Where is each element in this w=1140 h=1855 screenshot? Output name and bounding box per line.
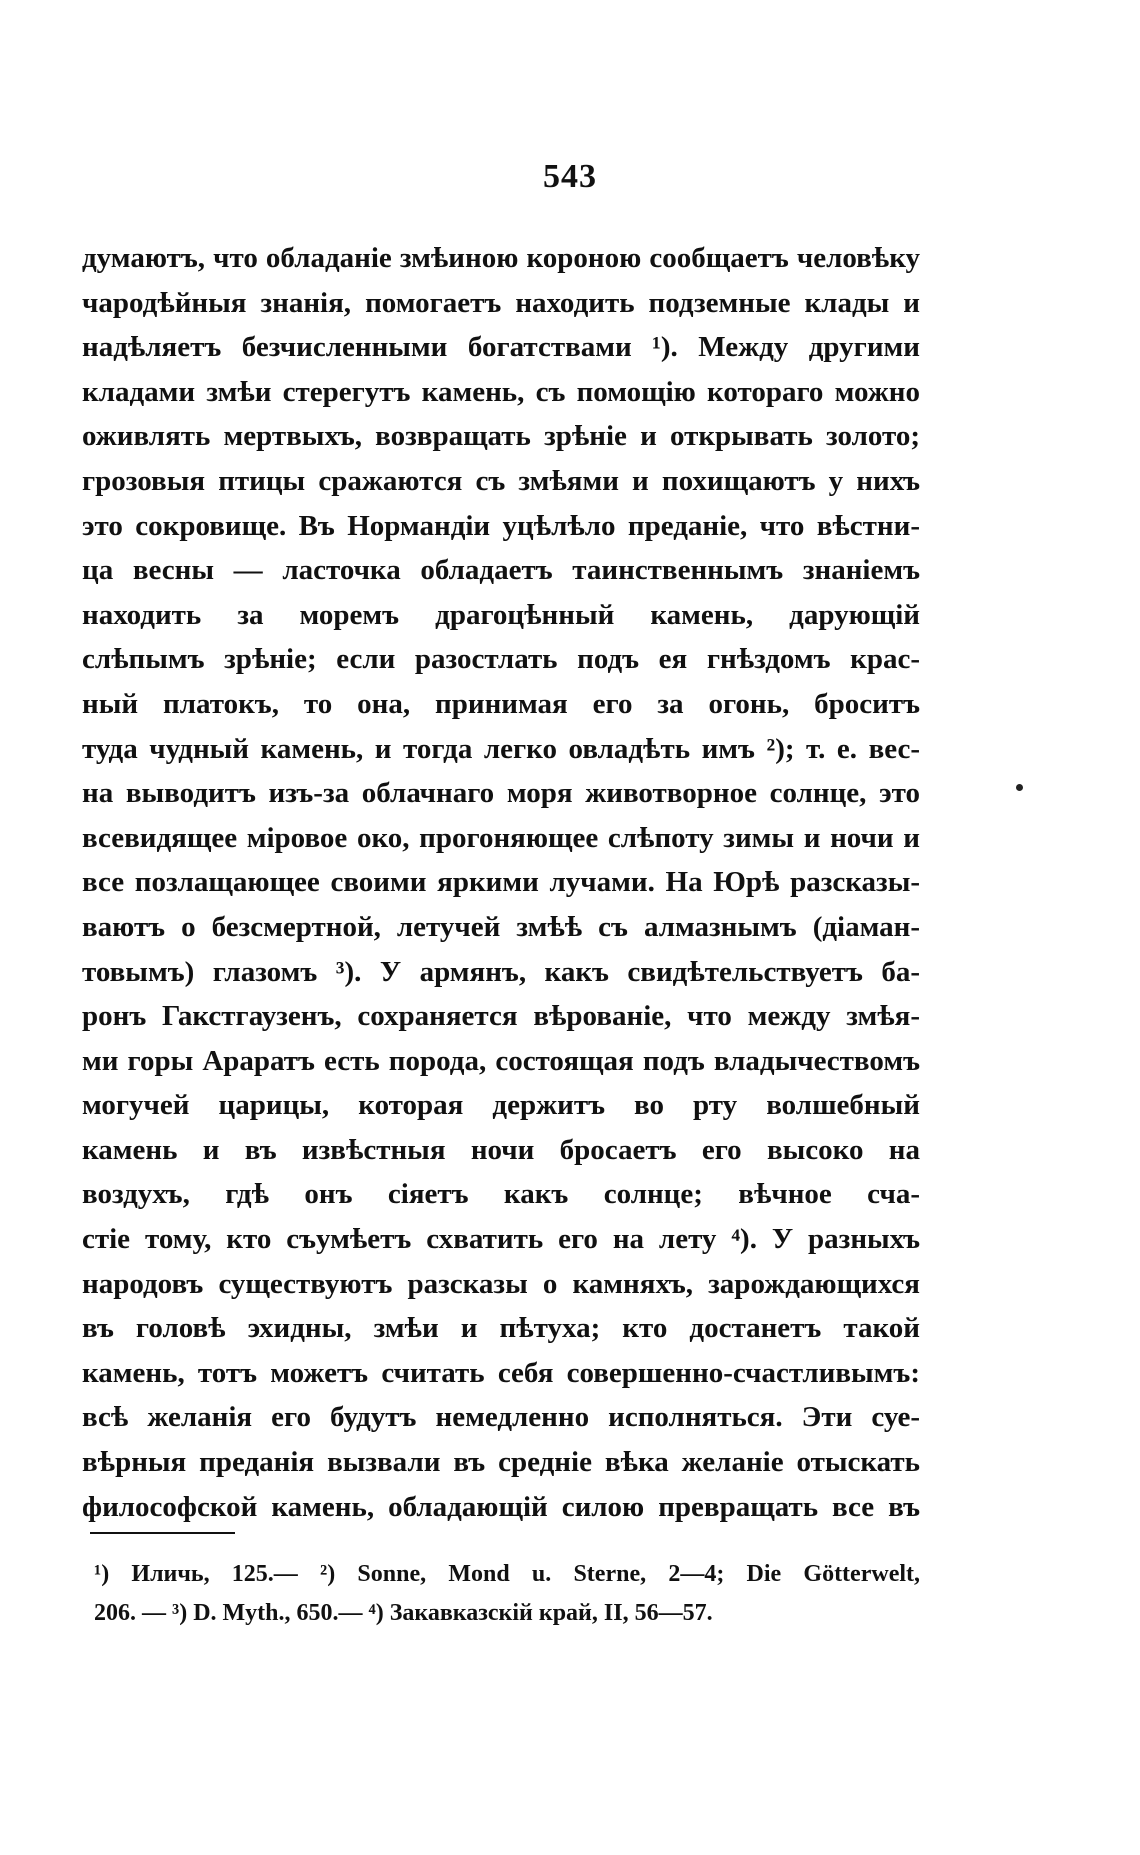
footnote-line: 206. — ³) D. Myth., 650.— ⁴) Закавказскій край, II, 56—57. (94, 1600, 713, 1626)
text-line: оживлять мертвыхъ, возвращать зрѣніе и открывать золото; (82, 420, 920, 453)
margin-dot (1016, 784, 1023, 791)
text-line: могучей царицы, которая держитъ во рту волшебный (82, 1089, 920, 1122)
text-line: ваютъ о безсмертной, летучей змѣѣ съ алмазнымъ (діаман- (82, 910, 920, 943)
text-line: всевидящее міровое око, прогоняющее слѣпоту зимы и ночи и (82, 821, 920, 854)
text-line: на выводитъ изъ-за облачнаго моря животворное солнце, это (82, 777, 920, 810)
text-line: думаютъ, что обладаніе змѣиною короною сообщаетъ человѣку (82, 242, 920, 274)
text-line: слѣпымъ зрѣніе; если разостлать подъ ея гнѣздомъ крас- (82, 643, 920, 676)
text-line: ца весны — ласточка обладаетъ таинственнымъ знаніемъ (82, 554, 920, 587)
footnote-line: ¹) Иличь, 125.— ²) Sonne, Mond u. Sterne, 2—4; Die Götterwelt, (94, 1561, 920, 1587)
text-line: народовъ существуютъ разсказы о камняхъ, зарождающихся (82, 1267, 920, 1300)
text-line: всѣ желанія его будутъ немедленно исполняться. Эти суе- (82, 1401, 920, 1434)
text-line: философской камень, обладающій силою превращать все въ (82, 1490, 920, 1523)
text-line: кладами змѣи стерегутъ камень, съ помощію котораго можно (82, 375, 920, 408)
body-text (82, 236, 920, 1529)
footnotes (94, 1555, 920, 1633)
text-line: находить за моремъ драгоцѣнный камень, дарующій (82, 598, 920, 631)
text-line: ми горы Араратъ есть порода, состоящая подъ владычествомъ (82, 1044, 920, 1077)
text-line: камень, тотъ можетъ считать себя совершенно-счастливымъ: (82, 1356, 920, 1389)
text-line: туда чудный камень, и тогда легко овладѣть имъ ²); т. е. вес- (82, 732, 920, 765)
text-line: камень и въ извѣстныя ночи бросаетъ его высоко на (82, 1133, 920, 1166)
text-line: стіе тому, кто съумѣетъ схватить его на лету ⁴). У разныхъ (82, 1223, 920, 1256)
text-line: это сокровище. Въ Нормандіи уцѣлѣло преданіе, что вѣстни- (82, 509, 920, 542)
text-line: грозовыя птицы сражаются съ змѣями и похищаютъ у нихъ (82, 464, 920, 497)
footnote-divider (90, 1532, 235, 1534)
text-line: вѣрныя преданія вызвали въ средніе вѣка желаніе отыскать (82, 1446, 920, 1479)
text-line: все позлащающее своими яркими лучами. На Юрѣ разсказы- (82, 866, 920, 899)
text-line: товымъ) глазомъ ³). У армянъ, какъ свидѣтельствуетъ ба- (82, 955, 920, 988)
text-line: ронъ Гакстгаузенъ, сохраняется вѣрованіе, что между змѣя- (82, 1000, 920, 1033)
text-line: воздухъ, гдѣ онъ сіяетъ какъ солнце; вѣчное сча- (82, 1178, 920, 1211)
text-line: надѣляетъ безчисленными богатствами ¹). Между другими (82, 331, 920, 364)
text-line: ный платокъ, то она, принимая его за огонь, броситъ (82, 687, 920, 720)
text-line: въ головѣ эхидны, змѣи и пѣтуха; кто достанетъ такой (82, 1312, 920, 1345)
page-number: 543 (543, 158, 597, 195)
text-line: чародѣйныя знанія, помогаетъ находить подземные клады и (82, 286, 920, 319)
